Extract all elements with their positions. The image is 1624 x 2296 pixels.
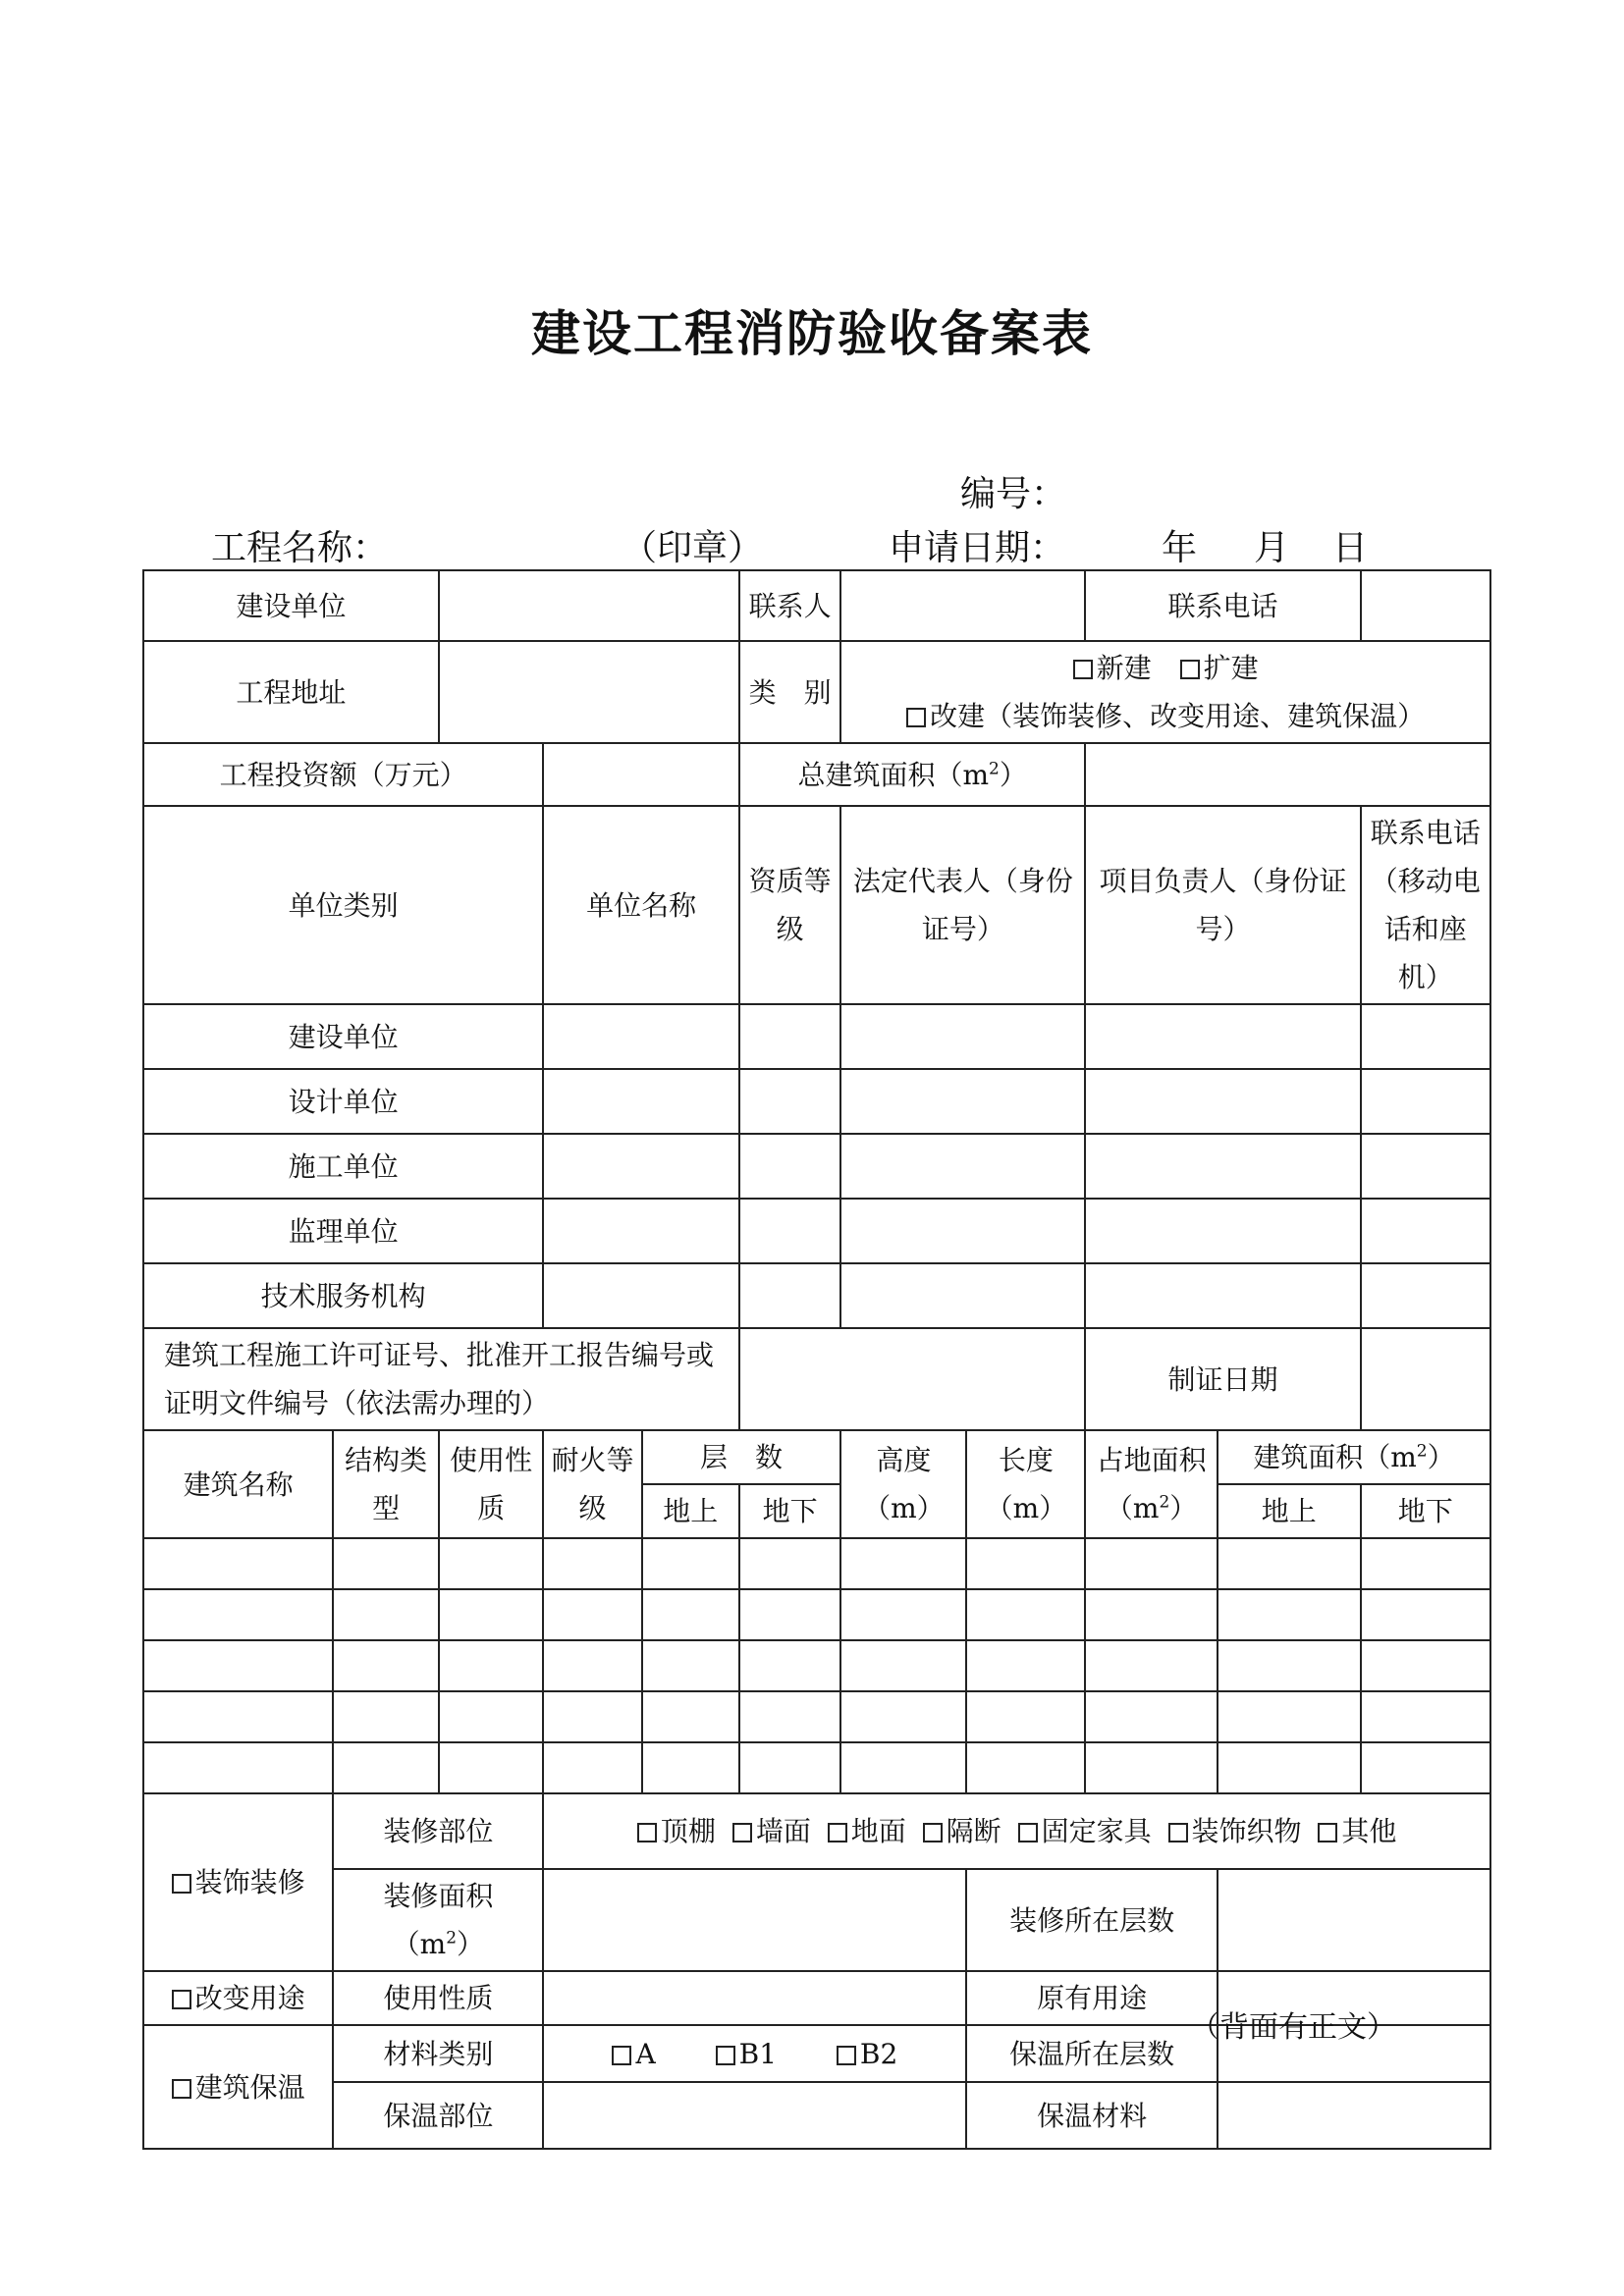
building-cell[interactable] xyxy=(966,1538,1085,1589)
building-area-header: 建筑面积$(m^2)$ xyxy=(1218,1430,1490,1484)
building-cell[interactable] xyxy=(143,1691,333,1742)
unit-type-cell: 建设单位 xyxy=(143,1004,543,1069)
unit-row xyxy=(143,1004,1490,1069)
legal-rep-cell[interactable] xyxy=(840,1263,1085,1328)
expand-build-checkbox[interactable]: 扩建 xyxy=(1180,644,1259,692)
unit-row xyxy=(143,1263,1490,1328)
checkbox-box-icon xyxy=(172,1990,191,2009)
decoration-area-value-cell[interactable] xyxy=(543,1869,966,1971)
total-area-label: 总建筑面积（m xyxy=(797,758,990,791)
unit-phone-header: 联系电话（移动电话和座机） xyxy=(1361,806,1490,1004)
material-type-options-cell xyxy=(543,2025,966,2082)
back-side-note: （背面有正文） xyxy=(1190,2010,1396,2045)
building-cell[interactable] xyxy=(840,1742,966,1793)
permit-label-cell xyxy=(143,1328,739,1430)
building-cell[interactable] xyxy=(333,1742,439,1793)
material-type-label-cell: 材料类别 xyxy=(333,2025,543,2082)
insulation-floor-label-cell: 保温所在层数 xyxy=(966,2025,1217,2082)
checkbox-box-icon xyxy=(828,1823,847,1842)
building-cell[interactable] xyxy=(966,1640,1085,1691)
unit-row xyxy=(143,1069,1490,1134)
floors-below-header: 地下 xyxy=(739,1484,840,1538)
building-cell[interactable] xyxy=(439,1640,543,1691)
checkbox-box-icon xyxy=(172,2079,191,2099)
building-cell[interactable] xyxy=(1361,1742,1490,1793)
category-options-cell xyxy=(840,641,1490,743)
qualification-cell[interactable] xyxy=(739,1263,840,1328)
decoration-part-label-cell: 装修部位 xyxy=(333,1793,543,1869)
building-cell[interactable] xyxy=(642,1691,739,1742)
insulation-material-label-cell: 保温材料 xyxy=(966,2082,1217,2149)
ceiling-checkbox[interactable]: 顶棚 xyxy=(637,1807,716,1855)
checkbox-box-icon xyxy=(172,1874,191,1894)
building-cell[interactable] xyxy=(1085,1640,1217,1691)
permit-date-label-cell xyxy=(1085,1328,1360,1430)
checkbox-box-icon xyxy=(612,2046,631,2065)
building-cell[interactable] xyxy=(543,1691,641,1742)
checkbox-box-icon xyxy=(837,2046,856,2065)
unit-name-cell[interactable] xyxy=(543,1069,739,1134)
legal-rep-cell[interactable] xyxy=(840,1004,1085,1069)
building-cell[interactable] xyxy=(966,1589,1085,1640)
building-cell[interactable] xyxy=(1361,1640,1490,1691)
use-nature-value-cell[interactable] xyxy=(543,1971,966,2025)
usage-nature-header: 使用性质 xyxy=(439,1430,543,1538)
floors-header: 层 数 xyxy=(642,1430,841,1484)
legal-rep-cell[interactable] xyxy=(840,1134,1085,1199)
building-cell[interactable] xyxy=(1361,1691,1490,1742)
building-cell[interactable] xyxy=(143,1640,333,1691)
checkbox-box-icon xyxy=(1168,1823,1188,1842)
project-leader-cell[interactable] xyxy=(1085,1069,1360,1134)
unit-name-cell[interactable] xyxy=(543,1263,739,1328)
textile-checkbox[interactable]: 装饰织物 xyxy=(1168,1807,1302,1855)
month-label: 月 xyxy=(1254,528,1290,568)
total-area-label-cell: 总建筑面积$(m^2)$ xyxy=(739,743,1086,806)
decoration-checkbox-cell[interactable] xyxy=(143,1793,333,1971)
building-cell[interactable] xyxy=(333,1691,439,1742)
checkbox-box-icon xyxy=(732,1823,752,1842)
unit-name-cell[interactable] xyxy=(543,1199,739,1263)
checkbox-box-icon xyxy=(1018,1823,1038,1842)
building-cell[interactable] xyxy=(642,1640,739,1691)
project-leader-cell[interactable] xyxy=(1085,1199,1360,1263)
building-cell[interactable] xyxy=(1218,1691,1361,1742)
unit-name-cell[interactable] xyxy=(543,1004,739,1069)
legal-rep-cell[interactable] xyxy=(840,1199,1085,1263)
total-area-value-cell[interactable] xyxy=(1085,743,1490,806)
original-use-label-cell: 原有用途 xyxy=(966,1971,1217,2025)
new-build-checkbox[interactable]: 新建 xyxy=(1073,644,1152,692)
building-row xyxy=(143,1742,1490,1793)
building-cell[interactable] xyxy=(966,1742,1085,1793)
decoration-floor-label-cell: 装修所在层数 xyxy=(966,1869,1217,1971)
building-cell[interactable] xyxy=(739,1589,840,1640)
decoration-label: 装饰装修 xyxy=(194,1866,305,1898)
building-cell[interactable] xyxy=(840,1691,966,1742)
use-change-label: 改变用途 xyxy=(194,1982,305,2014)
builder-label: 建设单位 xyxy=(236,589,347,622)
building-cell[interactable] xyxy=(739,1742,840,1793)
qualification-cell[interactable] xyxy=(739,1069,840,1134)
apply-date-label: 申请日期： xyxy=(889,528,1066,568)
building-cell[interactable] xyxy=(143,1742,333,1793)
superscript-2: 2 xyxy=(989,759,1000,779)
class-a-checkbox[interactable]: A xyxy=(612,2030,655,2078)
fire-rating-header: 耐火等级 xyxy=(543,1430,641,1538)
checkbox-box-icon xyxy=(1318,1823,1337,1842)
unit-phone-cell[interactable] xyxy=(1361,1069,1490,1134)
qualification-header: 资质等级 xyxy=(739,806,840,1004)
insulation-label: 建筑保温 xyxy=(194,2070,305,2104)
building-name-header: 建筑名称 xyxy=(143,1430,333,1538)
decoration-floor-value-cell[interactable] xyxy=(1218,1869,1490,1971)
legal-rep-cell[interactable] xyxy=(840,1069,1085,1134)
other-checkbox[interactable]: 其他 xyxy=(1318,1807,1396,1855)
unit-name-header: 单位名称 xyxy=(543,806,739,1004)
structure-type-header: 结构类型 xyxy=(333,1430,439,1538)
building-cell[interactable] xyxy=(543,1640,641,1691)
floors-above-header: 地上 xyxy=(642,1484,739,1538)
unit-phone-cell[interactable] xyxy=(1361,1199,1490,1263)
phone-label: 联系电话 xyxy=(1167,589,1278,622)
building-cell[interactable] xyxy=(840,1538,966,1589)
unit-type-cell: 施工单位 xyxy=(143,1134,543,1199)
phone-label-cell xyxy=(1085,570,1360,641)
building-cell[interactable] xyxy=(143,1589,333,1640)
floor-surface-checkbox[interactable]: 地面 xyxy=(828,1807,906,1855)
builder-value-cell[interactable] xyxy=(439,570,739,641)
building-cell[interactable] xyxy=(543,1538,641,1589)
building-cell[interactable] xyxy=(739,1538,840,1589)
class-b1-checkbox[interactable]: B1 xyxy=(716,2030,777,2078)
building-cell[interactable] xyxy=(840,1640,966,1691)
contact-label: 联系人 xyxy=(748,589,832,622)
footprint-header: 占地面积$(m^2)$ xyxy=(1085,1430,1217,1538)
project-leader-cell[interactable] xyxy=(1085,1134,1360,1199)
building-cell[interactable] xyxy=(333,1640,439,1691)
investment-value-cell[interactable] xyxy=(543,743,739,806)
unit-row xyxy=(143,1199,1490,1263)
building-cell[interactable] xyxy=(1361,1589,1490,1640)
building-cell[interactable] xyxy=(143,1538,333,1589)
insulation-part-value-cell[interactable] xyxy=(543,2082,966,2149)
insulation-material-value-cell[interactable] xyxy=(1218,2082,1490,2149)
building-cell[interactable] xyxy=(1085,1691,1217,1742)
building-cell[interactable] xyxy=(333,1589,439,1640)
fixed-furniture-checkbox[interactable]: 固定家具 xyxy=(1018,1807,1152,1855)
address-label: 工程地址 xyxy=(236,675,347,709)
insulation-part-label-cell: 保温部位 xyxy=(333,2082,543,2149)
building-cell[interactable] xyxy=(543,1742,641,1793)
unit-phone-cell[interactable] xyxy=(1361,1263,1490,1328)
filing-form-table xyxy=(142,569,1491,2150)
checkbox-box-icon xyxy=(1073,660,1093,679)
building-cell[interactable] xyxy=(1085,1589,1217,1640)
investment-label-cell xyxy=(143,743,543,806)
building-cell[interactable] xyxy=(1218,1742,1361,1793)
building-cell[interactable] xyxy=(439,1691,543,1742)
address-value-cell[interactable] xyxy=(439,641,739,743)
building-cell[interactable] xyxy=(1218,1538,1361,1589)
permit-label: 建筑工程施工许可证号、批准开工报告编号或证明文件编号（依法需办理的） xyxy=(164,1339,715,1419)
unit-type-header: 单位类别 xyxy=(143,806,543,1004)
checkbox-box-icon xyxy=(1180,660,1200,679)
permit-date-label: 制证日期 xyxy=(1167,1362,1278,1396)
qualification-cell[interactable] xyxy=(739,1199,840,1263)
building-row xyxy=(143,1538,1490,1589)
qualification-cell[interactable] xyxy=(739,1004,840,1069)
class-b2-checkbox[interactable]: B2 xyxy=(837,2030,897,2078)
unit-type-cell: 设计单位 xyxy=(143,1069,543,1134)
investment-label: 工程投资额（万元） xyxy=(219,758,467,791)
building-cell[interactable] xyxy=(1085,1742,1217,1793)
day-label: 日 xyxy=(1332,528,1369,568)
unit-type-cell: 监理单位 xyxy=(143,1199,543,1263)
building-cell[interactable] xyxy=(642,1538,739,1589)
permit-date-value-cell[interactable] xyxy=(1361,1328,1490,1430)
length-header: 长度（m） xyxy=(966,1430,1085,1538)
project-leader-cell[interactable] xyxy=(1085,1004,1360,1069)
building-cell[interactable] xyxy=(739,1640,840,1691)
building-row xyxy=(143,1691,1490,1742)
building-cell[interactable] xyxy=(1361,1538,1490,1589)
area-above-header: 地上 xyxy=(1218,1484,1361,1538)
building-row xyxy=(143,1589,1490,1640)
building-cell[interactable] xyxy=(642,1742,739,1793)
checkbox-box-icon xyxy=(906,708,926,727)
building-cell[interactable] xyxy=(1218,1589,1361,1640)
legal-rep-header: 法定代表人（身份证号） xyxy=(840,806,1085,1004)
category-label: 类 别 xyxy=(748,675,832,709)
unit-row xyxy=(143,1134,1490,1199)
building-cell[interactable] xyxy=(439,1538,543,1589)
project-leader-header: 项目负责人（身份证号） xyxy=(1085,806,1360,1004)
building-cell[interactable] xyxy=(333,1538,439,1589)
unit-phone-cell[interactable] xyxy=(1361,1134,1490,1199)
use-change-checkbox-cell[interactable] xyxy=(143,1971,333,2025)
wall-checkbox[interactable]: 墙面 xyxy=(732,1807,811,1855)
building-cell[interactable] xyxy=(642,1589,739,1640)
year-label: 年 xyxy=(1162,528,1198,568)
building-cell[interactable] xyxy=(966,1691,1085,1742)
building-cell[interactable] xyxy=(1085,1538,1217,1589)
project-name-label: 工程名称： xyxy=(211,528,389,568)
building-cell[interactable] xyxy=(840,1589,966,1640)
contact-value-cell[interactable] xyxy=(840,570,1085,641)
address-label-cell xyxy=(143,641,439,743)
height-header: 高度（m） xyxy=(840,1430,966,1538)
building-cell[interactable] xyxy=(1218,1640,1361,1691)
area-below-header: 地下 xyxy=(1361,1484,1490,1538)
checkbox-box-icon xyxy=(637,1823,657,1842)
unit-name-cell[interactable] xyxy=(543,1134,739,1199)
building-cell[interactable] xyxy=(543,1589,641,1640)
project-leader-cell[interactable] xyxy=(1085,1263,1360,1328)
checkbox-box-icon xyxy=(923,1823,943,1842)
decoration-area-label-cell: 装修面积$(m^2)$ xyxy=(333,1869,543,1971)
building-cell[interactable] xyxy=(739,1691,840,1742)
decoration-part-options-cell xyxy=(543,1793,1490,1869)
serial-label: 编号： xyxy=(960,474,1067,514)
use-nature-label-cell: 使用性质 xyxy=(333,1971,543,2025)
building-cell[interactable] xyxy=(439,1589,543,1640)
checkbox-box-icon xyxy=(716,2046,735,2065)
unit-phone-cell[interactable] xyxy=(1361,1004,1490,1069)
building-cell[interactable] xyxy=(439,1742,543,1793)
rebuild-checkbox[interactable]: 改建（装饰装修、改变用途、建筑保温） xyxy=(906,692,1425,740)
qualification-cell[interactable] xyxy=(739,1134,840,1199)
page-title: 建设工程消防验收备案表 xyxy=(531,304,1093,362)
seal-label: （印章） xyxy=(622,528,764,568)
category-label-cell xyxy=(739,641,840,743)
unit-type-cell: 技术服务机构 xyxy=(143,1263,543,1328)
contact-label-cell xyxy=(739,570,840,641)
building-row xyxy=(143,1640,1490,1691)
partition-checkbox[interactable]: 隔断 xyxy=(923,1807,1001,1855)
phone-value-cell[interactable] xyxy=(1361,570,1490,641)
builder-label-cell xyxy=(143,570,439,641)
permit-value-cell[interactable] xyxy=(739,1328,1086,1430)
insulation-checkbox-cell[interactable] xyxy=(143,2025,333,2149)
